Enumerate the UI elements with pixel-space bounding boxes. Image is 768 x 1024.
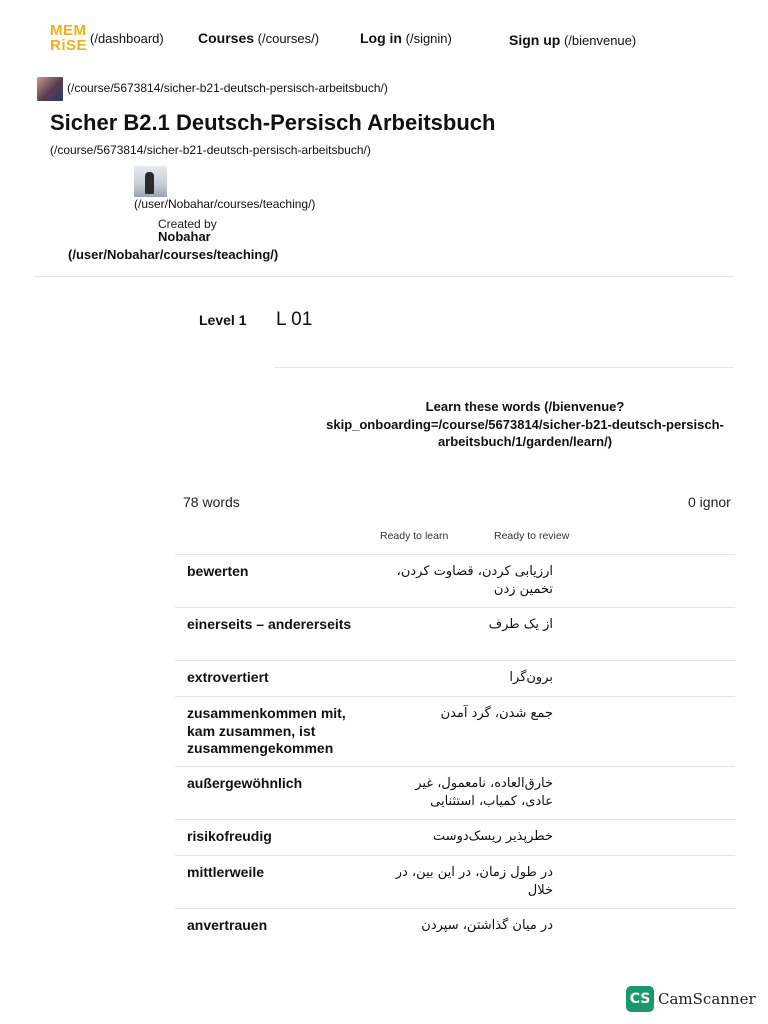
ignored-count: 0 ignor [688,494,731,510]
persian-translation: در طول زمان، در این بین، در خلال [395,865,553,898]
persian-translation: خارق‌العاده، نامعمول، غیر عادی، کمیاب، استثنایی [415,776,553,809]
course-thumbnail[interactable] [37,77,63,101]
table-row[interactable] [175,766,735,819]
table-row[interactable] [175,607,735,660]
ready-to-learn-label: Ready to learn [380,530,449,542]
word-count: 78 words [183,494,240,510]
creator-avatar[interactable] [134,166,167,197]
persian-translation: خطرپذیر ریسک‌دوست [432,829,553,844]
level-divider [274,367,734,368]
level-name: L 01 [276,309,313,330]
german-word: außergewöhnlich [187,775,303,791]
german-word: anvertrauen [187,917,268,933]
nav-signup[interactable] [509,32,636,48]
nav-signup-link: (/bienvenue) [563,33,637,48]
camscanner-label: CamScanner [658,990,756,1008]
nav-signup-label: Sign up [509,32,561,48]
nav-courses-link: (/courses/) [257,31,320,46]
learn-link-line-1: Learn these words (/bienvenue? [425,399,625,414]
german-word: bewerten [187,563,249,579]
creator-link[interactable]: (/user/Nobahar/courses/teaching/) [68,247,279,262]
german-word: mittlerweile [187,864,265,880]
dashboard-link[interactable]: (/dashboard) [90,31,164,46]
persian-translation: در میان گذاشتن، سپردن [421,918,553,933]
table-row[interactable] [175,554,735,607]
camscanner-logo-icon: CS [626,986,654,1012]
nav-login-link: (/signin) [405,31,452,46]
course-title-link[interactable]: (/course/5673814/sicher-b21-deutsch-persisch-arbeitsbuch/) [50,143,371,157]
table-row[interactable] [175,908,735,954]
creator-avatar-link[interactable]: (/user/Nobahar/courses/teaching/) [134,197,316,211]
logo-line-2: RiSE [50,37,88,54]
table-row[interactable] [175,660,735,696]
learn-link-line-2: skip_onboarding=/course/5673814/sicher-b21-deutsch-persisch- [326,416,724,432]
german-word: extrovertiert [187,669,269,685]
table-row[interactable] [175,819,735,855]
divider [34,276,734,277]
memrise-logo[interactable] [50,23,88,57]
ready-to-review-label: Ready to review [494,530,570,542]
german-word: einerseits – andererseits [187,616,352,632]
table-row[interactable] [175,696,735,766]
persian-translation: جمع شدن، گرد آمدن [440,706,553,721]
persian-translation: ارزیابی کردن، قضاوت کردن، تخمین زدن [396,564,553,597]
persian-translation: برون‌گرا [509,670,553,685]
persian-translation: از یک طرف [488,617,553,632]
course-thumb-link[interactable]: (/course/5673814/sicher-b21-deutsch-persisch-arbeitsbuch/) [67,81,388,95]
creator-name[interactable]: Nobahar [158,229,211,244]
nav-courses-label: Courses [198,30,255,46]
person-figure-icon [145,172,154,194]
created-by-label: Created by [158,217,217,231]
level-label: Level 1 [199,312,247,328]
nav-login-label: Log in [360,30,402,46]
logo-line-1: MEM [50,22,87,39]
learn-words-link[interactable] [300,398,750,451]
german-word: risikofreudig [187,828,272,844]
table-row[interactable] [175,855,735,908]
nav-login[interactable] [360,30,452,46]
course-title[interactable]: Sicher B2.1 Deutsch-Persisch Arbeitsbuch [50,110,496,135]
german-word: zusammenkommen mit, kam zusammen, ist zusammengekommen [187,705,346,756]
nav-courses[interactable] [198,30,319,46]
learn-link-line-3: arbeitsbuch/1/garden/learn/) [437,434,613,449]
